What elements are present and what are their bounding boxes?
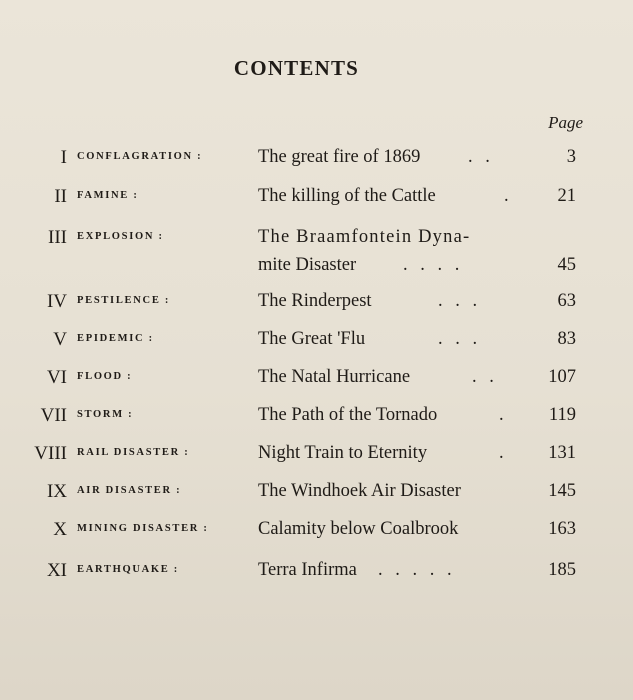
leader-dots: . . <box>468 147 494 167</box>
chapter-title: The Windhoek Air Disaster <box>258 481 461 501</box>
chapter-category: PESTILENCE : <box>77 295 171 306</box>
chapter-numeral: XI <box>46 560 67 581</box>
chapter-title-continued: mite Disaster <box>258 255 357 275</box>
chapter-title: The Path of the Tornado <box>258 405 438 425</box>
chapter-page-number: 3 <box>566 147 576 167</box>
chapter-category: RAIL DISASTER : <box>77 447 190 458</box>
chapter-title: Calamity below Coalbrook <box>258 519 459 539</box>
chapter-category: FLOOD : <box>77 371 133 382</box>
chapter-numeral: V <box>53 329 67 350</box>
leader-dots: . <box>499 443 508 463</box>
chapter-category: CONFLAGRATION : <box>77 151 203 162</box>
chapter-title: The Braamfontein Dyna- <box>258 227 471 247</box>
chapter-numeral: II <box>54 186 67 207</box>
chapter-page-number: 21 <box>557 186 576 206</box>
chapter-category: EPIDEMIC : <box>77 333 154 344</box>
chapter-page-number: 163 <box>548 519 576 539</box>
leader-dots: . . . <box>438 329 482 349</box>
toc-entry <box>0 329 633 359</box>
leader-dots: . . . . <box>403 255 464 275</box>
chapter-numeral: X <box>53 519 67 540</box>
chapter-numeral: VII <box>40 405 67 426</box>
chapter-category: EXPLOSION : <box>77 231 164 242</box>
chapter-title: The killing of the Cattle <box>258 186 436 206</box>
chapter-category: MINING DISASTER : <box>77 523 209 534</box>
chapter-numeral: IV <box>46 291 67 312</box>
chapter-page-number: 63 <box>557 291 576 311</box>
page-column-header: Page <box>548 113 583 132</box>
chapter-title: The Rinderpest <box>258 291 372 311</box>
toc-entry <box>0 186 633 216</box>
chapter-title: Night Train to Eternity <box>258 443 428 463</box>
chapter-page-number: 83 <box>557 329 576 349</box>
leader-dots: . . . <box>438 291 482 311</box>
chapter-page-number: 107 <box>548 367 576 387</box>
contents-title: CONTENTS <box>233 56 360 80</box>
chapter-title: The Great 'Flu <box>258 329 366 349</box>
leader-dots: . <box>504 186 513 206</box>
chapter-page-number: 145 <box>548 481 576 501</box>
leader-dots: . . . . . <box>378 560 456 580</box>
chapter-page-number: 131 <box>548 443 576 463</box>
toc-entry <box>0 147 633 177</box>
chapter-category: EARTHQUAKE : <box>77 564 179 575</box>
toc-entry <box>0 367 633 397</box>
chapter-title: Terra Infirma <box>258 560 357 580</box>
chapter-numeral: VI <box>46 367 67 388</box>
chapter-page-number: 119 <box>548 405 576 425</box>
chapter-page-number: 185 <box>548 560 576 580</box>
chapter-category: FAMINE : <box>77 190 139 201</box>
leader-dots: . <box>499 405 508 425</box>
toc-entry <box>0 481 633 511</box>
toc-entry <box>0 519 633 549</box>
leader-dots: . . <box>472 367 498 387</box>
chapter-numeral: IX <box>46 481 67 502</box>
toc-entry <box>0 443 633 473</box>
chapter-numeral: III <box>48 227 67 248</box>
chapter-page-number: 45 <box>557 255 576 275</box>
toc-entry <box>0 560 633 590</box>
chapter-numeral: VIII <box>34 443 67 464</box>
chapter-title: The Natal Hurricane <box>258 367 411 387</box>
toc-entry-continuation <box>0 255 633 285</box>
chapter-category: STORM : <box>77 409 134 420</box>
toc-entry <box>0 227 633 257</box>
chapter-title: The great fire of 1869 <box>258 147 421 167</box>
chapter-category: AIR DISASTER : <box>77 485 182 496</box>
toc-entry <box>0 405 633 435</box>
chapter-numeral: I <box>60 147 67 168</box>
toc-entry <box>0 291 633 321</box>
